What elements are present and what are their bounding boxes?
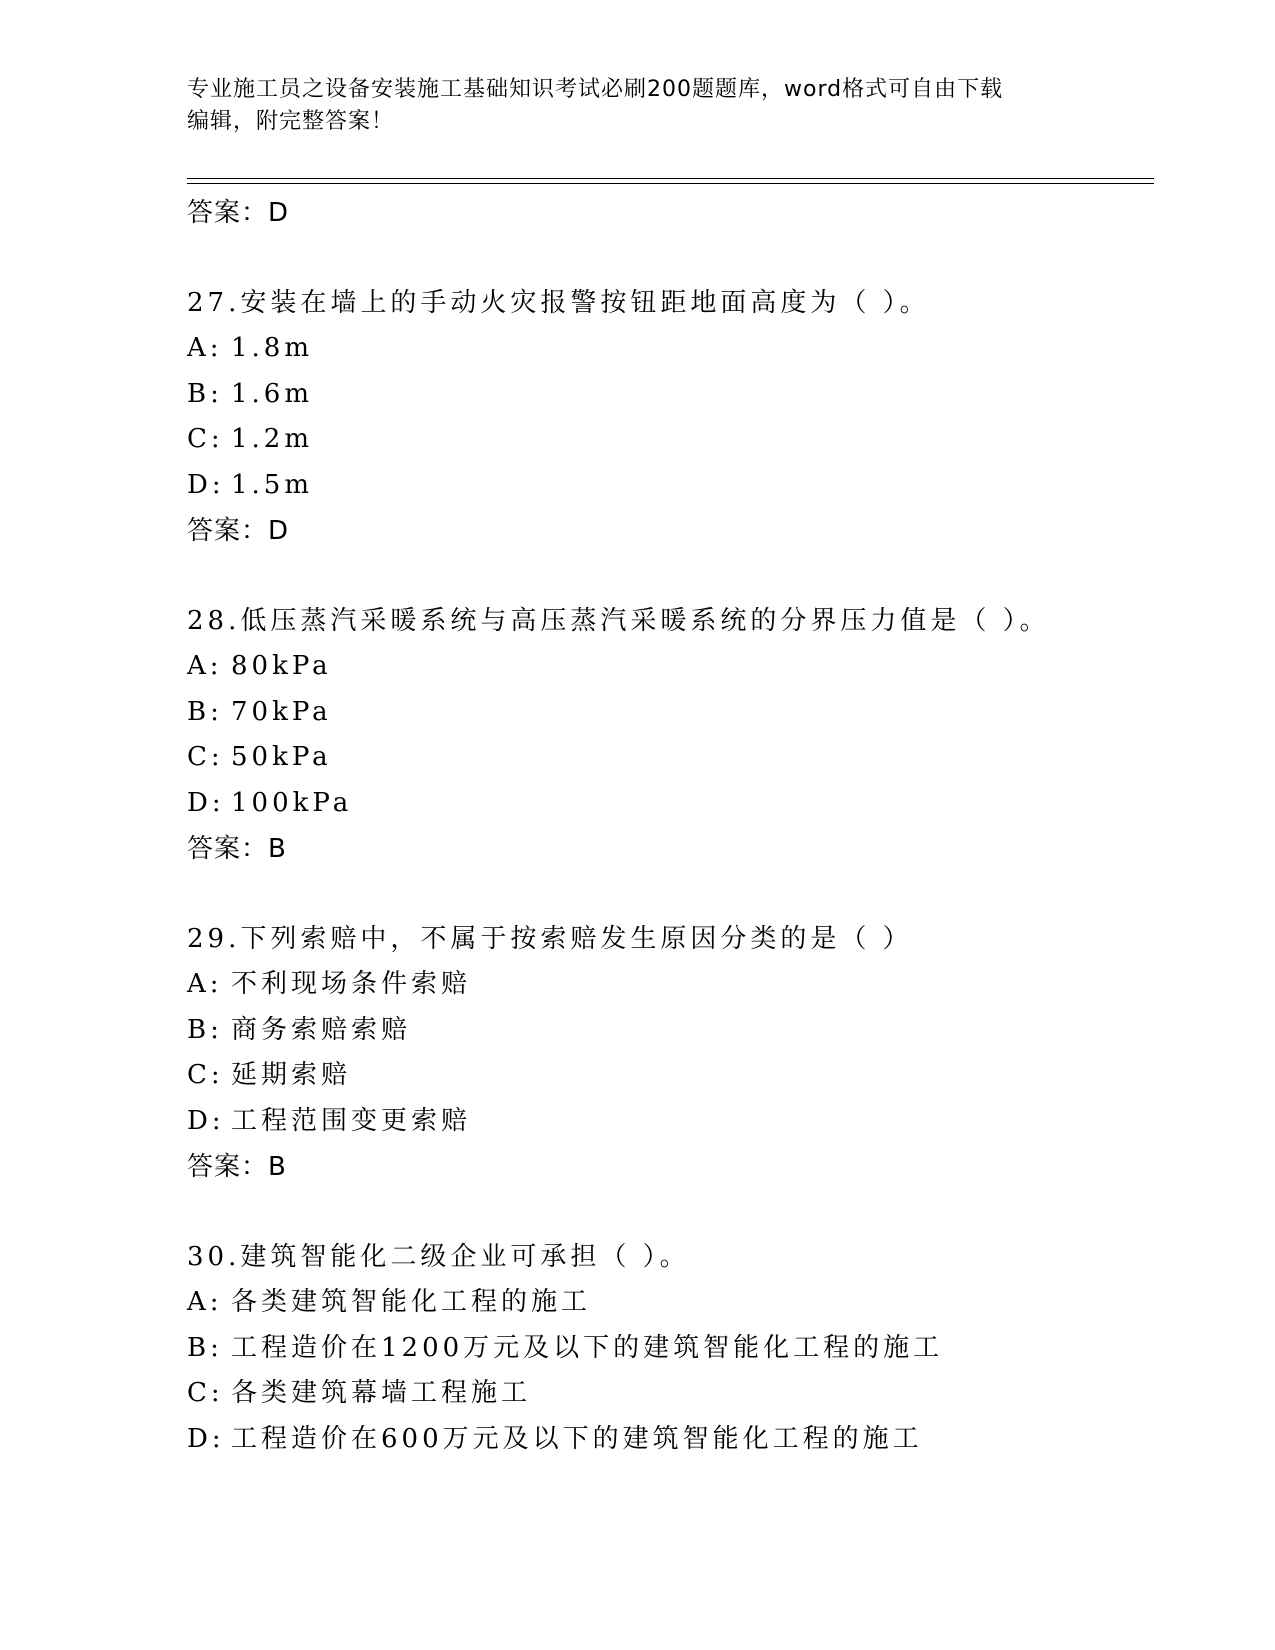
- question-block: [187, 598, 1147, 872]
- answer-option: [187, 1417, 1147, 1463]
- previous-answer: 答案：D: [187, 198, 290, 228]
- answer-option: [187, 326, 1147, 372]
- question-stem: 30.建筑智能化二级企业可承担（ ）。: [187, 1242, 690, 1272]
- questions-container: [187, 280, 1147, 1462]
- option-text: 商务索赔索赔: [231, 1014, 412, 1045]
- option-text: 不利现场条件索赔: [231, 969, 472, 999]
- answer-option: [187, 417, 1147, 463]
- option-letter: D:: [187, 1105, 225, 1136]
- option-text: 100kPa: [231, 787, 353, 818]
- answer-option: [187, 1326, 1147, 1372]
- answer-option: [187, 1053, 1147, 1099]
- answer-option: [187, 781, 1147, 827]
- option-letter: D:: [187, 1423, 225, 1454]
- question-stem: 28.低压蒸汽采暖系统与高压蒸汽采暖系统的分界压力值是（ ）。: [187, 606, 1050, 636]
- option-letter: A:: [187, 969, 223, 999]
- header-divider-top: [187, 178, 1154, 179]
- document-header: [187, 74, 1087, 138]
- question-block: [187, 1234, 1147, 1462]
- option-text: 1.5m: [231, 469, 314, 500]
- option-text: 工程范围变更索赔: [231, 1105, 472, 1136]
- answer-option: [187, 463, 1147, 509]
- answer-option: [187, 735, 1147, 781]
- answer-key: 答案：D: [187, 516, 290, 546]
- option-letter: B:: [187, 1014, 223, 1045]
- question-block: [187, 916, 1147, 1190]
- option-letter: D:: [187, 469, 225, 500]
- option-letter: A:: [187, 333, 223, 363]
- option-text: 各类建筑幕墙工程施工: [231, 1378, 532, 1408]
- option-text: 70kPa: [231, 696, 332, 727]
- option-text: 各类建筑智能化工程的施工: [231, 1287, 592, 1317]
- option-text: 50kPa: [231, 742, 332, 772]
- option-text: 工程造价在1200万元及以下的建筑智能化工程的施工: [231, 1332, 944, 1363]
- option-letter: C:: [187, 424, 224, 454]
- option-letter: A:: [187, 1287, 223, 1317]
- option-letter: C:: [187, 742, 224, 772]
- option-text: 工程造价在600万元及以下的建筑智能化工程的施工: [231, 1423, 923, 1454]
- question-stem: 27.安装在墙上的手动火灾报警按钮距地面高度为（ ）。: [187, 288, 930, 318]
- answer-option: [187, 644, 1147, 690]
- option-letter: C:: [187, 1060, 224, 1090]
- option-letter: B:: [187, 378, 223, 409]
- answer-key: 答案：B: [187, 834, 287, 864]
- answer-key: 答案：B: [187, 1152, 287, 1182]
- option-text: 1.6m: [231, 378, 314, 409]
- header-title-line-2: 编辑，附完整答案！: [187, 109, 395, 134]
- answer-option: [187, 1371, 1147, 1417]
- option-letter: B:: [187, 1332, 223, 1363]
- answer-option: [187, 372, 1147, 418]
- option-text: 1.2m: [231, 424, 314, 454]
- question-list: [187, 190, 1147, 1462]
- option-text: 80kPa: [231, 651, 332, 681]
- question-stem: 29.下列索赔中，不属于按索赔发生原因分类的是（ ）: [187, 924, 913, 954]
- answer-option: [187, 962, 1147, 1008]
- header-title-line-1: 专业施工员之设备安装施工基础知识考试必刷200题题库，word格式可自由下载: [187, 77, 1004, 102]
- option-text: 1.8m: [231, 333, 314, 363]
- option-letter: A:: [187, 651, 223, 681]
- answer-option: [187, 690, 1147, 736]
- question-block: [187, 280, 1147, 554]
- option-letter: B:: [187, 696, 223, 727]
- answer-option: [187, 1008, 1147, 1054]
- option-text: 延期索赔: [231, 1060, 352, 1090]
- option-letter: C:: [187, 1378, 224, 1408]
- answer-option: [187, 1280, 1147, 1326]
- answer-option: [187, 1099, 1147, 1145]
- header-divider-bottom: [187, 183, 1154, 184]
- option-letter: D:: [187, 787, 225, 818]
